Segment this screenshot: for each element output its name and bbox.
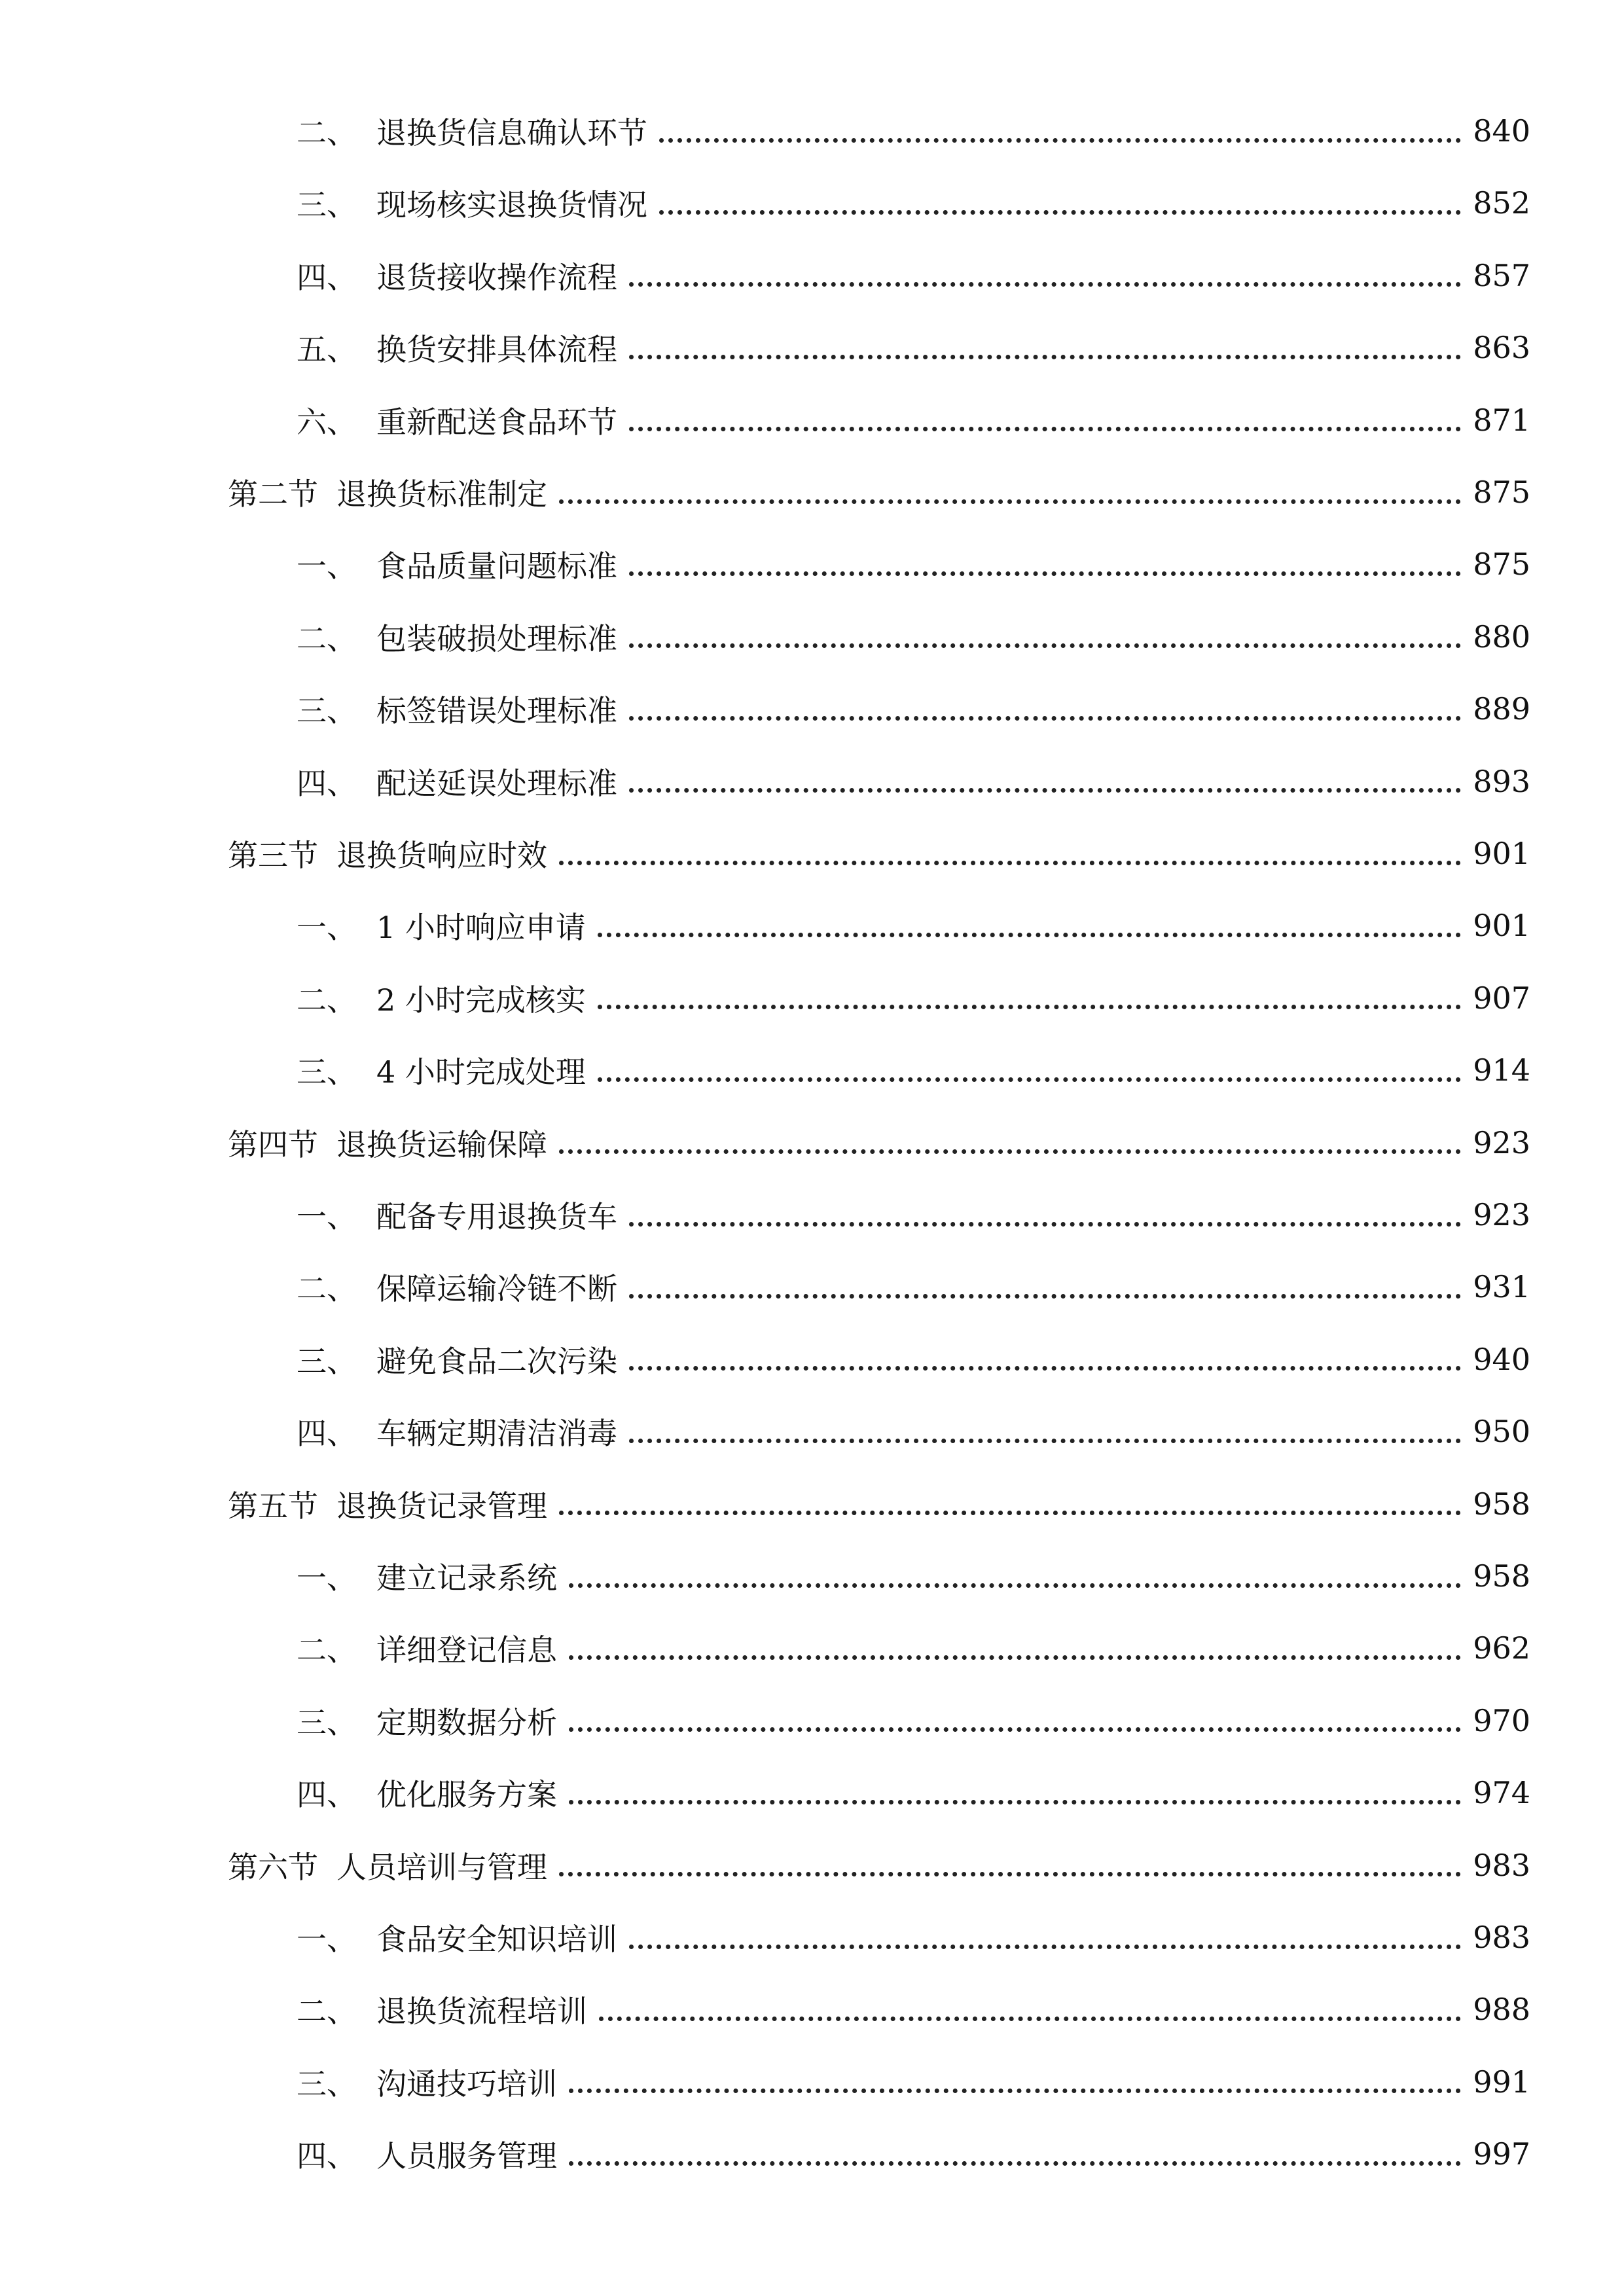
dot-leader: [629, 571, 1461, 576]
dot-leader: [629, 1945, 1461, 1949]
entry-page-number: 958: [1473, 1558, 1530, 1594]
entry-number: 第二节: [228, 476, 318, 512]
entry-page-number: 940: [1473, 1341, 1530, 1377]
entry-title: 人员服务管理: [376, 2138, 557, 2174]
entry-number: 二、: [297, 1271, 357, 1307]
entry-title: 退货接收操作流程: [376, 259, 617, 295]
entry-number: 三、: [297, 1054, 357, 1090]
toc-entry[interactable]: [297, 745, 1530, 817]
entry-title: 退换货记录管理: [336, 1488, 547, 1524]
dot-leader: [569, 1800, 1461, 1804]
entry-title: 车辆定期清洁消毒: [376, 1416, 617, 1452]
dot-leader: [598, 1077, 1461, 1082]
entry-page-number: 991: [1473, 2064, 1530, 2100]
entry-number: 三、: [297, 693, 357, 729]
toc-entry[interactable]: [297, 1757, 1530, 1829]
entry-title: 换货安排具体流程: [376, 332, 617, 368]
dot-leader: [569, 2089, 1461, 2093]
toc-entry[interactable]: [297, 240, 1530, 312]
entry-page-number: 893: [1473, 763, 1530, 799]
entry-number: 三、: [297, 1343, 357, 1379]
entry-title: 退换货响应时效: [336, 838, 547, 873]
entry-page-number: 875: [1473, 547, 1530, 583]
toc-entry[interactable]: [297, 1323, 1530, 1395]
entry-number: 第四节: [228, 1126, 318, 1162]
entry-title: 人员培训与管理: [336, 1849, 547, 1885]
toc-entry[interactable]: [297, 1901, 1530, 1973]
toc-entry[interactable]: [297, 1973, 1530, 2045]
entry-title: 优化服务方案: [376, 1777, 557, 1813]
dot-leader: [569, 1727, 1461, 1732]
entry-number: 三、: [297, 2066, 357, 2102]
entry-number: 二、: [297, 115, 357, 151]
entry-page-number: 901: [1473, 836, 1530, 871]
entry-page-number: 931: [1473, 1269, 1530, 1305]
entry-number: 四、: [297, 1416, 357, 1452]
entry-number: 一、: [297, 548, 357, 584]
entry-page-number: 914: [1473, 1052, 1530, 1088]
toc-entry[interactable]: [297, 962, 1530, 1034]
entry-page-number: 880: [1473, 619, 1530, 655]
entry-page-number: 907: [1473, 980, 1530, 1016]
entry-title: 避免食品二次污染: [376, 1343, 617, 1379]
entry-title: 退换货信息确认环节: [376, 115, 647, 151]
dot-leader: [629, 788, 1461, 793]
dot-leader: [629, 355, 1461, 359]
entry-number: 一、: [297, 1922, 357, 1957]
entry-title: 包装破损处理标准: [376, 620, 617, 656]
toc-entry[interactable]: [297, 312, 1530, 384]
entry-number: 第三节: [228, 838, 318, 873]
dot-leader: [629, 1294, 1461, 1299]
entry-title: 配备专用退换货车: [376, 1199, 617, 1234]
entry-title: 食品质量问题标准: [376, 548, 617, 584]
toc-entry[interactable]: [297, 1540, 1530, 1612]
entry-number: 四、: [297, 765, 357, 801]
toc-entry[interactable]: [228, 1468, 1530, 1540]
entry-title: 退换货标准制定: [336, 476, 547, 512]
entry-number: 一、: [297, 1199, 357, 1234]
entry-number: 六、: [297, 404, 357, 440]
dot-leader: [559, 1149, 1461, 1154]
dot-leader: [559, 499, 1461, 504]
entry-title: 定期数据分析: [376, 1704, 557, 1740]
entry-title: 4 小时完成处理: [376, 1054, 586, 1090]
dot-leader: [598, 1005, 1461, 1009]
toc-entry[interactable]: [297, 889, 1530, 961]
entry-title: 标签错误处理标准: [376, 693, 617, 729]
toc-entry[interactable]: [297, 601, 1530, 673]
dot-leader: [659, 210, 1461, 215]
entry-page-number: 923: [1473, 1124, 1530, 1160]
entry-number: 二、: [297, 1632, 357, 1668]
entry-page-number: 901: [1473, 908, 1530, 944]
entry-page-number: 983: [1473, 1920, 1530, 1955]
entry-page-number: 970: [1473, 1702, 1530, 1738]
entry-page-number: 997: [1473, 2136, 1530, 2172]
entry-page-number: 871: [1473, 402, 1530, 438]
dot-leader: [659, 138, 1461, 143]
toc-entry[interactable]: [297, 1179, 1530, 1251]
toc-entry[interactable]: [228, 1829, 1530, 1901]
toc-entry[interactable]: [297, 167, 1530, 239]
dot-leader: [569, 1583, 1461, 1588]
entry-number: 四、: [297, 1777, 357, 1813]
toc-entry[interactable]: [297, 1395, 1530, 1467]
toc-entry[interactable]: [228, 817, 1530, 889]
dot-leader: [559, 861, 1461, 865]
entry-title: 配送延误处理标准: [376, 765, 617, 801]
toc-entry[interactable]: [297, 673, 1530, 745]
entry-title: 保障运输冷链不断: [376, 1271, 617, 1307]
dot-leader: [629, 1222, 1461, 1227]
entry-title: 沟通技巧培训: [376, 2066, 557, 2102]
entry-page-number: 875: [1473, 475, 1530, 510]
toc-entry[interactable]: [297, 528, 1530, 600]
dot-leader: [629, 1366, 1461, 1371]
toc-entry[interactable]: [297, 2046, 1530, 2118]
entry-page-number: 988: [1473, 1992, 1530, 2028]
entry-number: 四、: [297, 2138, 357, 2174]
entry-page-number: 852: [1473, 185, 1530, 221]
entry-number: 二、: [297, 982, 357, 1018]
entry-title: 建立记录系统: [376, 1560, 557, 1596]
entry-number: 五、: [297, 332, 357, 368]
entry-number: 二、: [297, 620, 357, 656]
entry-page-number: 962: [1473, 1630, 1530, 1666]
entry-page-number: 923: [1473, 1197, 1530, 1232]
dot-leader: [598, 933, 1461, 937]
entry-page-number: 863: [1473, 330, 1530, 366]
entry-title: 退换货运输保障: [336, 1126, 547, 1162]
entry-title: 重新配送食品环节: [376, 404, 617, 440]
dot-leader: [559, 1872, 1461, 1876]
dot-leader: [629, 282, 1461, 287]
toc-entry[interactable]: [297, 384, 1530, 456]
entry-number: 一、: [297, 1560, 357, 1596]
toc-entry[interactable]: [297, 1685, 1530, 1757]
entry-number: 四、: [297, 259, 357, 295]
entry-number: 第五节: [228, 1488, 318, 1524]
entry-title: 食品安全知识培训: [376, 1922, 617, 1957]
dot-leader: [559, 1511, 1461, 1515]
entry-page-number: 857: [1473, 257, 1530, 293]
entry-page-number: 983: [1473, 1847, 1530, 1883]
dot-leader: [629, 1439, 1461, 1443]
dot-leader: [629, 643, 1461, 648]
entry-page-number: 840: [1473, 113, 1530, 149]
entry-title: 退换货流程培训: [376, 1994, 587, 2030]
entry-title: 1 小时响应申请: [376, 910, 586, 946]
toc-entry[interactable]: [297, 1251, 1530, 1323]
entry-title: 2 小时完成核实: [376, 982, 586, 1018]
toc-entry[interactable]: [228, 456, 1530, 528]
entry-page-number: 950: [1473, 1414, 1530, 1450]
toc-entry[interactable]: [297, 95, 1530, 167]
entry-title: 现场核实退换货情况: [376, 187, 647, 223]
toc-entry[interactable]: [297, 1034, 1530, 1106]
entry-page-number: 958: [1473, 1486, 1530, 1522]
dot-leader: [629, 427, 1461, 431]
entry-number: 三、: [297, 1704, 357, 1740]
entry-number: 三、: [297, 187, 357, 223]
dot-leader: [629, 716, 1461, 721]
toc-entry[interactable]: [297, 2118, 1530, 2190]
entry-number: 第六节: [228, 1849, 318, 1885]
dot-leader: [569, 1655, 1461, 1660]
entry-number: 一、: [297, 910, 357, 946]
dot-leader: [569, 2161, 1461, 2166]
toc-entry[interactable]: [297, 1612, 1530, 1684]
entry-page-number: 974: [1473, 1775, 1530, 1811]
toc-entry[interactable]: [228, 1107, 1530, 1179]
entry-page-number: 889: [1473, 691, 1530, 727]
dot-leader: [599, 2017, 1461, 2021]
entry-title: 详细登记信息: [376, 1632, 557, 1668]
entry-number: 二、: [297, 1994, 357, 2030]
